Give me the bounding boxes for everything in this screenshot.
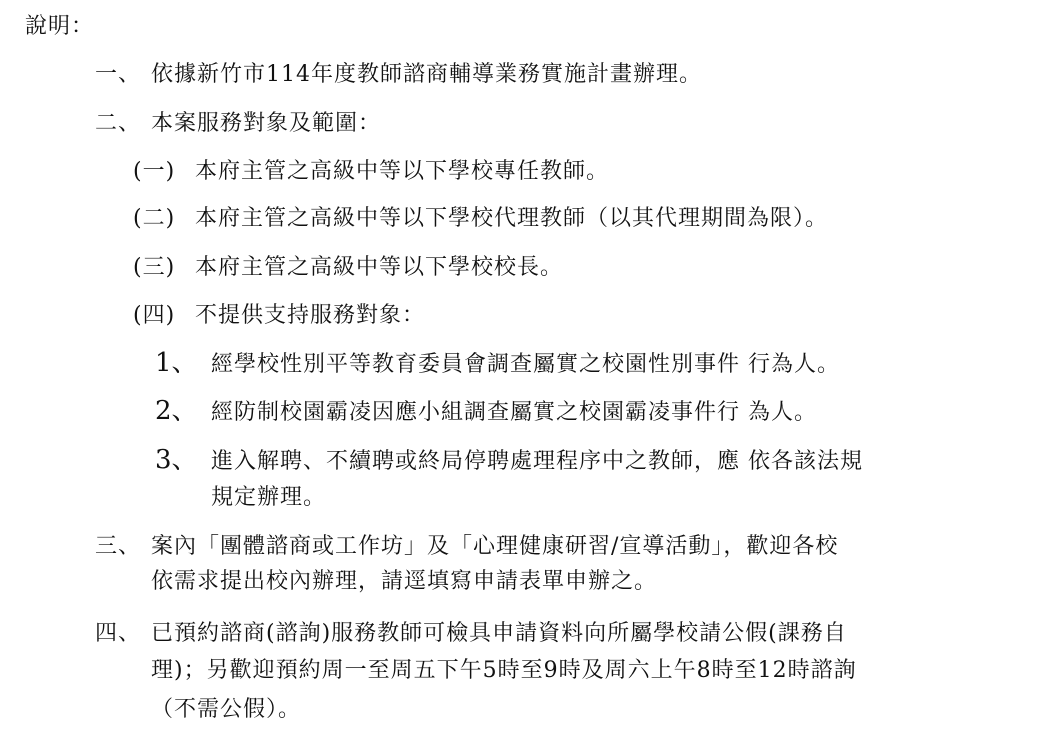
subsubitem-1 bbox=[155, 348, 840, 380]
item-4-continuation-1: 理)；另歡迎預約周一至周五下午5時至9時及周六上午8時至12時諮詢 bbox=[151, 658, 857, 683]
item-4-marker: 四、 bbox=[95, 621, 142, 646]
subitem-1 bbox=[133, 157, 609, 187]
subitem-3 bbox=[133, 253, 563, 283]
document-heading: 說明： bbox=[25, 14, 95, 39]
subsubitem-2-marker: 2、 bbox=[155, 396, 198, 426]
item-2-text: 本案服務對象及範圍： bbox=[151, 111, 382, 136]
item-3-marker: 三、 bbox=[95, 534, 142, 559]
subsubitem-3-marker: 3、 bbox=[155, 445, 198, 475]
item-1-marker: 一、 bbox=[95, 62, 142, 87]
subsubitem-1-text: 經學校性別平等教育委員會調查屬實之校園性別事件 行為人。 bbox=[211, 352, 840, 377]
subitem-1-marker: (一) bbox=[133, 159, 176, 184]
subitem-2 bbox=[133, 204, 828, 234]
subitem-2-marker: (二) bbox=[133, 206, 176, 231]
subitem-3-marker: (三) bbox=[133, 255, 176, 280]
subsubitem-1-marker: 1、 bbox=[155, 348, 198, 378]
item-1-text: 依據新竹市114年度教師諮商輔導業務實施計畫辦理。 bbox=[151, 62, 702, 87]
item-4-continuation-2: （不需公假）。 bbox=[151, 697, 302, 722]
subitem-4-marker: (四) bbox=[133, 303, 176, 328]
subsubitem-2 bbox=[155, 396, 817, 428]
subsubitem-3-text-line-1: 進入解聘、不續聘或終局停聘處理程序中之教師，應 依各該法規 bbox=[211, 449, 863, 474]
subitem-1-text: 本府主管之高級中等以下學校專任教師。 bbox=[195, 159, 610, 184]
item-2 bbox=[95, 109, 381, 139]
item-3 bbox=[95, 532, 838, 562]
item-1 bbox=[95, 60, 702, 90]
subsubitem-3-continuation: 規定辦理。 bbox=[211, 485, 327, 510]
subitem-2-text: 本府主管之高級中等以下學校代理教師（以其代理期間為限）。 bbox=[195, 206, 829, 231]
item-2-marker: 二、 bbox=[95, 111, 142, 136]
subsubitem-3 bbox=[155, 445, 863, 477]
item-3-text-line-1: 案內「團體諮商或工作坊」及「心理健康研習/宣導活動」，歡迎各校 bbox=[151, 534, 839, 559]
item-4 bbox=[95, 619, 847, 649]
subitem-4-text: 不提供支持服務對象： bbox=[195, 303, 426, 328]
subsubitem-2-text: 經防制校園霸凌因應小組調查屬實之校園霸凌事件行 為人。 bbox=[211, 400, 817, 425]
item-4-text-line-1: 已預約諮商(諮詢)服務教師可檢具申請資料向所屬學校請公假(課務自 bbox=[151, 621, 847, 646]
subitem-4 bbox=[133, 301, 425, 331]
subitem-3-text: 本府主管之高級中等以下學校校長。 bbox=[195, 255, 564, 280]
item-3-continuation: 依需求提出校內辦理，請逕填寫申請表單申辦之。 bbox=[151, 569, 658, 594]
